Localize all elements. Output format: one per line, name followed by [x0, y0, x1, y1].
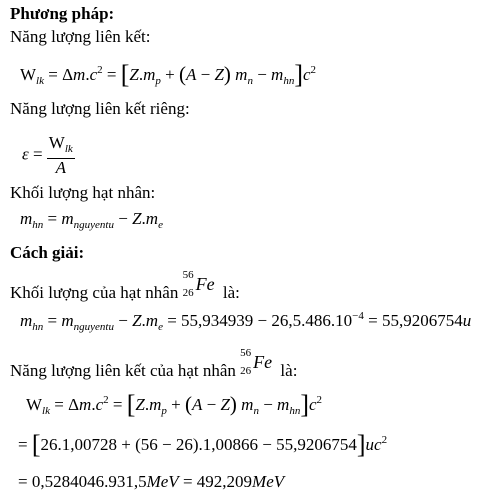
specific-binding-energy-formula: ε = $\frac{W_{lk}}{A}$	[22, 133, 73, 177]
specific-binding-energy-label: Năng lượng liên kết riêng:	[10, 99, 190, 118]
mass-number: 56	[240, 347, 252, 359]
substitution-line: = $[26.1,00728 + (56 - 26).1,00866 - 55,9206754]uc^2$	[18, 430, 388, 459]
mass-calculation: $m_{hn} = m_{nguyentu} - Z.m_e = 55,934939 - 26,5.486.10^{-4} = 55,9206754u$	[20, 310, 472, 333]
substitution-values: 26.1,00728 + (56 − 26).1,00866 − 55,9206754	[40, 435, 357, 454]
atomic-number: 26	[240, 365, 252, 377]
mass-unit: u	[462, 311, 472, 330]
mass-label-suffix: là:	[222, 283, 240, 302]
method-heading: Phương pháp:	[10, 4, 115, 23]
energy-label-prefix: Năng lượng liên kết của hạt nhân	[10, 361, 236, 380]
atomic-number: 26	[182, 287, 194, 299]
mass-result: = 55,9206754	[368, 311, 463, 330]
binding-energy-label: Năng lượng liên kết:	[10, 27, 151, 46]
final-unit-1: MeV	[146, 472, 179, 491]
solution-heading: Cách giải:	[10, 243, 85, 262]
element-symbol: Fe	[195, 274, 215, 294]
nucleus-fe-symbol	[182, 269, 219, 300]
final-equals: = 492,209	[182, 472, 253, 491]
mass-number: 56	[182, 269, 194, 281]
nuclear-mass-label: Khối lượng hạt nhân:	[10, 183, 156, 202]
substitution-unit: uc	[365, 435, 382, 454]
nucleus-fe-symbol-2	[240, 347, 276, 378]
mass-of-nucleus-label	[10, 269, 240, 303]
mass-exponent: −4	[352, 310, 364, 322]
mass-label-prefix: Khối lượng của hạt nhân	[10, 283, 179, 302]
binding-energy-formula: $W_{lk} = \Delta m.c^2 = [Z.m_p + (A - Z) m_n - m_{hn}]c^2$	[20, 60, 317, 89]
binding-energy-formula-2: $W_{lk} = \Delta m.c^2 = [Z.m_p + (A - Z) m_n - m_{hn}]c^2$	[26, 390, 323, 419]
mass-calc-values: = 55,934939 − 26,5.486.10	[167, 311, 353, 330]
final-result-line	[18, 472, 284, 492]
binding-energy-of-nucleus-label	[10, 347, 298, 381]
final-numeric: = 0,5284046.931,5	[18, 472, 147, 491]
nuclear-mass-formula: $m_{hn} = m_{nguyentu} - Z.m_e$	[20, 209, 163, 231]
energy-label-suffix: là:	[280, 361, 298, 380]
final-unit-2: MeV	[252, 472, 285, 491]
element-symbol: Fe	[253, 352, 273, 372]
